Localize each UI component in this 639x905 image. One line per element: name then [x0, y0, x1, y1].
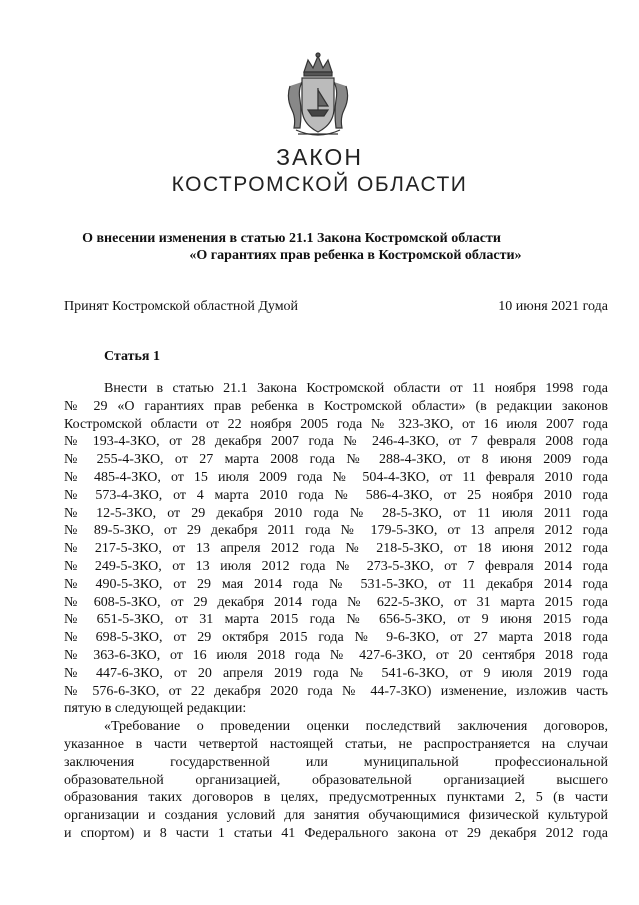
adopted-date: 10 июня 2021 года — [498, 299, 608, 314]
adoption-line — [64, 299, 608, 315]
adopted-by: Принят Костромской областной Думой — [64, 299, 299, 314]
body-line: «Требование о проведении оценки последствий заключения договоров, — [104, 719, 608, 735]
body-line: № 249-5-ЗКО, от 13 июля 2012 года № 273-5-ЗКО, от 7 февраля 2014 года — [64, 558, 608, 574]
body-line: № 363-6-ЗКО, от 16 июля 2018 года № 427-6-ЗКО, от 20 сентября 2018 года — [64, 647, 608, 663]
body-line: заключения государственной или муниципальной профессиональной — [64, 754, 608, 770]
body-line: № 447-6-ЗКО, от 20 апреля 2019 года № 541-6-ЗКО, от 9 июля 2019 года — [64, 665, 608, 681]
body-line: № 698-5-ЗКО, от 29 октября 2015 года № 9-6-ЗКО, от 27 марта 2018 года — [64, 630, 608, 646]
law-title: ЗАКОН — [276, 144, 363, 170]
body-line: указанное в части четвертой настоящей статьи, не распространяется на случаи — [64, 736, 608, 752]
body-line: образования таких договоров в целях, предусмотренных пунктами 2, 5 (в части — [64, 790, 608, 806]
body-line: № 608-5-ЗКО, от 29 декабря 2014 года № 622-5-ЗКО, от 31 марта 2015 года — [64, 594, 608, 610]
body-line: № 573-4-ЗКО, от 4 марта 2010 года № 586-4-ЗКО, от 25 ноября 2010 года — [64, 487, 608, 503]
body-line: № 89-5-ЗКО, от 29 декабря 2011 года № 179-5-ЗКО, от 13 апреля 2012 года — [64, 523, 608, 539]
body-line: № 193-4-ЗКО, от 28 декабря 2007 года № 246-4-ЗКО, от 7 февраля 2008 года — [64, 434, 608, 450]
body-line: и спортом) и 8 части 1 статьи 41 Федерального закона от 29 декабря 2012 года — [64, 825, 608, 841]
coat-of-arms-icon — [282, 52, 354, 140]
body-line: № 29 «О гарантиях прав ребенка в Костромской области» (в редакции законов — [64, 398, 608, 414]
body-line: № 490-5-ЗКО, от 29 мая 2014 года № 531-5-ЗКО, от 11 декабря 2014 года — [64, 576, 608, 592]
article-body — [64, 380, 608, 843]
body-line: пятую в следующей редакции: — [64, 701, 247, 717]
body-line: № 651-5-ЗКО, от 31 марта 2015 года № 656-5-ЗКО, от 9 июня 2015 года — [64, 612, 608, 628]
heading-line-1: О внесении изменения в статью 21.1 Закона Костромской области — [82, 231, 501, 246]
article-title: Статья 1 — [104, 349, 160, 364]
heading-line-2: «О гарантиях прав ребенка в Костромской области» — [189, 248, 522, 263]
body-line: № 12-5-ЗКО, от 29 декабря 2010 года № 28-5-ЗКО, от 11 июля 2011 года — [64, 505, 608, 521]
body-line: образовательной организацией, образовательной организацией высшего — [64, 772, 608, 788]
body-line: № 255-4-ЗКО, от 27 марта 2008 года № 288-4-ЗКО, от 8 июня 2009 года — [64, 452, 608, 468]
body-line: Костромской области от 22 ноября 2005 года № 323-ЗКО, от 16 июля 2007 года — [64, 416, 608, 432]
law-region: КОСТРОМСКОЙ ОБЛАСТИ — [171, 173, 468, 196]
body-line: № 576-6-ЗКО, от 22 декабря 2020 года № 44-7-ЗКО) изменение, изложив часть — [64, 683, 608, 699]
body-line: Внести в статью 21.1 Закона Костромской области от 11 ноября 1998 года — [104, 381, 608, 396]
body-line: организации и создания условий для занятия обучающимися физической культурой — [64, 808, 608, 824]
body-line: № 217-5-ЗКО, от 13 апреля 2012 года № 218-5-ЗКО, от 18 июня 2012 года — [64, 541, 608, 557]
body-line: № 485-4-ЗКО, от 15 июля 2009 года № 504-4-ЗКО, от 11 февраля 2010 года — [64, 469, 608, 485]
